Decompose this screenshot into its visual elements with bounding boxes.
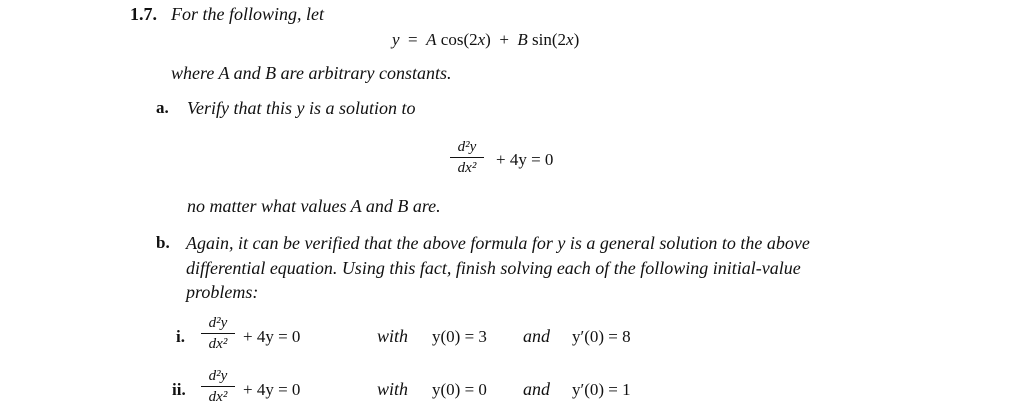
problem-number: 1.7. [130, 4, 157, 24]
item-ii-and: and [523, 379, 550, 399]
where-line: where A and B are arbitrary constants. [171, 63, 452, 83]
part-a-denominator: dx² [457, 160, 477, 176]
item-ii-equation-rest: + 4y = 0 [243, 380, 301, 399]
item-ii-label: ii. [172, 380, 186, 399]
item-i-equation-rest: + 4y = 0 [243, 327, 301, 346]
part-a-equation-rest: + 4y = 0 [496, 150, 554, 169]
part-a-label: a. [156, 98, 169, 117]
item-i-denominator: dx² [208, 336, 228, 352]
item-i-condition-2: y′(0) = 8 [572, 327, 631, 346]
item-ii-fraction [201, 367, 235, 406]
part-b-label: b. [156, 233, 170, 252]
item-ii-with: with [377, 379, 409, 399]
part-b-line-2: differential equation. Using this fact, finish solving each of the following initial-value [186, 258, 801, 278]
item-i-and: and [523, 326, 550, 346]
item-i-condition-1: y(0) = 3 [432, 327, 487, 346]
part-b-line-3: problems: [186, 282, 259, 302]
item-ii-numerator: d²y [208, 368, 228, 384]
item-i-fraction [201, 314, 235, 353]
problem-intro: For the following, let [171, 4, 324, 24]
item-i-label: i. [176, 327, 185, 346]
part-a-fraction [450, 138, 484, 177]
item-ii-condition-2: y′(0) = 1 [572, 380, 631, 399]
main-equation: y = A cos(2x) + B sin(2x) [392, 30, 580, 49]
item-i-numerator: d²y [208, 315, 228, 331]
part-a-text: Verify that this y is a solution to [187, 98, 416, 118]
part-b-line-1: Again, it can be verified that the above formula for y is a general solution to the above [186, 233, 810, 253]
part-a-numerator: d²y [457, 139, 477, 155]
part-a-after: no matter what values A and B are. [187, 196, 441, 216]
item-ii-denominator: dx² [208, 389, 228, 405]
item-ii-condition-1: y(0) = 0 [432, 380, 487, 399]
item-i-with: with [377, 326, 409, 346]
